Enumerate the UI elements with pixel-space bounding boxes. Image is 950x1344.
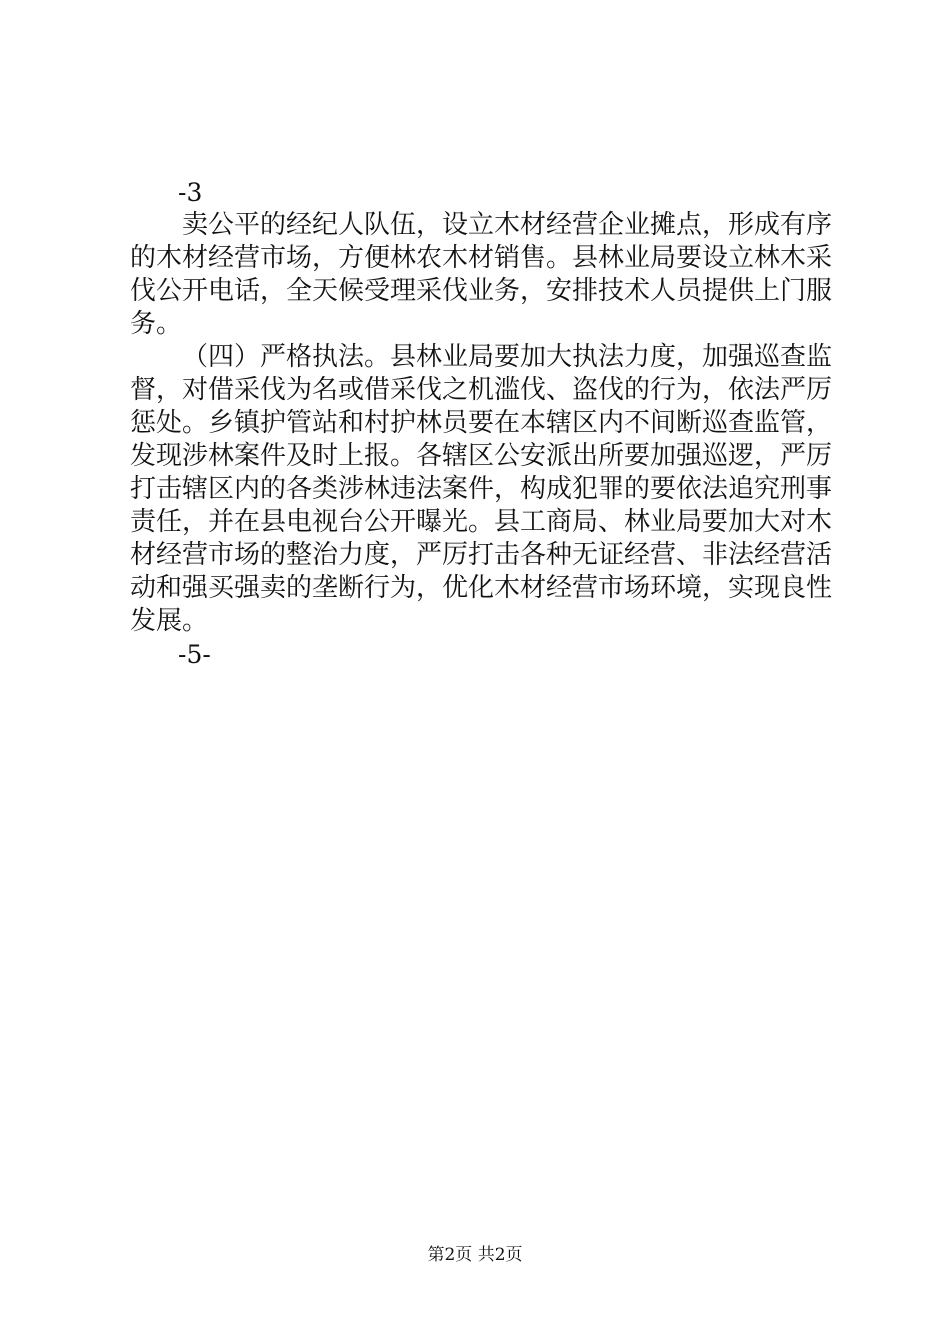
paragraph-line: 责任，并在县电视台公开曝光。县工商局、林业局要加大对木: [130, 507, 833, 537]
paragraph-line: 发现涉林案件及时上报。各辖区公安派出所要加强巡逻，严厉: [130, 441, 833, 471]
paragraph-line: （四）严格执法。县林业局要加大执法力度，加强巡查监: [182, 342, 833, 372]
paragraph-1: [130, 209, 833, 341]
paragraph-line: 督，对借采伐为名或借采伐之机滥伐、盗伐的行为，依法严厉: [130, 375, 833, 405]
paragraph-line: 卖公平的经纪人队伍，设立木材经营企业摊点，形成有序: [182, 210, 833, 240]
paragraph-line: 伐公开电话，全天候受理采伐业务，安排技术人员提供上门服: [130, 276, 833, 306]
paragraph-line: 动和强买强卖的垄断行为，优化木材经营市场环境，实现良性: [130, 573, 833, 603]
paragraph-line: 务。: [130, 309, 183, 339]
paragraph-line: 发展。: [130, 606, 209, 636]
paragraph-line: 惩处。乡镇护管站和村护林员要在本辖区内不间断巡查监管，: [130, 408, 833, 438]
paragraph-line: 的木材经营市场，方便林农木材销售。县林业局要设立林木采: [130, 243, 833, 273]
paragraph-line: 打击辖区内的各类涉林违法案件，构成犯罪的要依法追究刑事: [130, 474, 833, 504]
document-body: [130, 176, 833, 671]
page-marker-bottom: -5-: [178, 640, 211, 669]
page-footer: 第2页 共2页: [427, 1245, 523, 1265]
paragraph-2: [130, 341, 833, 638]
page-marker-top: -3: [178, 178, 203, 207]
paragraph-line: 材经营市场的整治力度，严厉打击各种无证经营、非法经营活: [130, 540, 833, 570]
